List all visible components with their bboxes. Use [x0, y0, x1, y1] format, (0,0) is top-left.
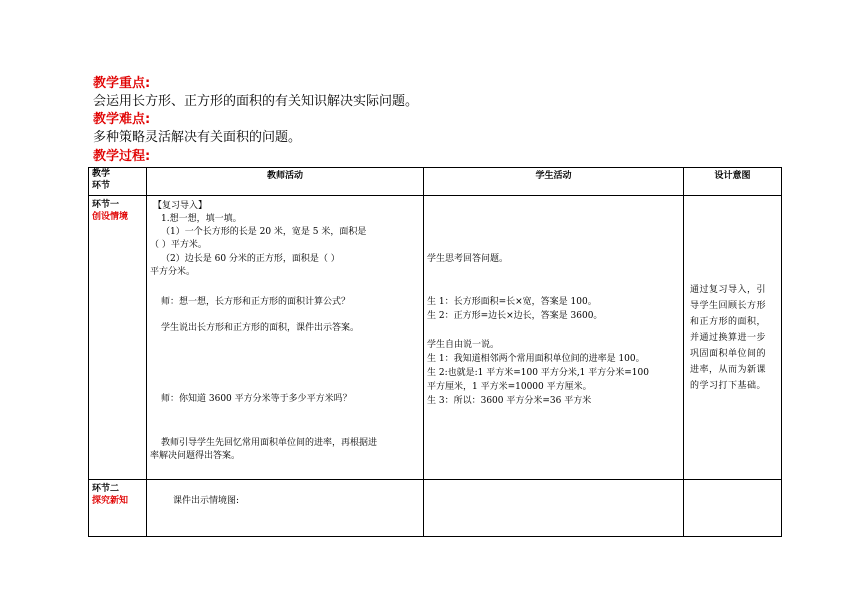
- stage-name: 环节一: [92, 200, 120, 210]
- header-student-activity: 学生活动: [424, 168, 684, 196]
- student-line: 生 2:也就是:1 平方米=100 平方分米,1 平方分米=100: [427, 368, 649, 378]
- focus-label: 教学重点:: [93, 76, 151, 91]
- teacher-line: （2）边长是 60 分米的正方形，面积是（ ）: [161, 254, 340, 264]
- focus-text: 会运用长方形、正方形的面积的有关知识解决实际问题。: [93, 94, 419, 109]
- teacher-line: （1）一个长方形的长是 20 米，宽是 5 米，面积是: [161, 227, 367, 237]
- student-line: 平方厘米，1 平方米=10000 平方厘米。: [427, 382, 592, 392]
- student-line: 学生思考回答问题。: [427, 254, 509, 264]
- student-activity-cell: [424, 480, 684, 537]
- lesson-process-table: [88, 167, 782, 537]
- student-line: 生 1：长方形面积=长×宽，答案是 100。: [427, 297, 597, 307]
- table-header-row: [89, 168, 782, 196]
- teacher-activity-cell: [147, 480, 424, 537]
- header-stage: 教学 环节: [89, 168, 147, 196]
- stage-cell: [89, 480, 147, 537]
- student-line: 生 2：正方形=边长×边长，答案是 3600。: [427, 311, 603, 321]
- table-row: [89, 196, 782, 480]
- stage-cell: [89, 196, 147, 480]
- teacher-line: 课件出示情境图:: [173, 496, 240, 506]
- teacher-line: 1.想一想，填一填。: [161, 214, 242, 224]
- teacher-line: 【复习导入】: [153, 201, 208, 211]
- header-teacher-activity: 教师活动: [147, 168, 424, 196]
- student-line: 生 3：所以：3600 平方分米=36 平方米: [427, 396, 592, 406]
- student-line: 生 1：我知道相邻两个常用面积单位间的进率是 100。: [427, 354, 645, 364]
- teacher-line: 教师引导学生先回忆常用面积单位间的进率，再根据进: [161, 438, 378, 448]
- stage-name: 环节二: [92, 484, 120, 494]
- stage-subtitle: 探究新知: [92, 496, 129, 506]
- table-row: [89, 480, 782, 537]
- teacher-line: 师：想一想，长方形和正方形的面积计算公式？: [161, 297, 351, 307]
- teacher-line: 学生说出长方形和正方形的面积，课件出示答案。: [161, 323, 360, 333]
- header-design-intent: 设计意图: [684, 168, 782, 196]
- teacher-line: 率解决问题得出答案。: [150, 451, 241, 461]
- difficulty-text: 多种策略灵活解决有关面积的问题。: [93, 130, 302, 145]
- stage-subtitle: 创设情境: [92, 212, 129, 222]
- design-intent-cell: [684, 480, 782, 537]
- design-intent-cell: [684, 196, 782, 480]
- teacher-activity-cell: [147, 196, 424, 480]
- student-activity-cell: [424, 196, 684, 480]
- teacher-line: （ ）平方米。: [150, 240, 207, 250]
- teacher-line: 师：你知道 3600 平方分米等于多少平方米吗？: [161, 394, 352, 404]
- process-label: 教学过程:: [93, 149, 151, 164]
- difficulty-label: 教学难点:: [93, 112, 151, 127]
- design-intent-text: 通过复习导入，引导学生回顾长方形和正方形的面积，并通过换算进一步巩固面积单位间的进率，从而为新课的学习打下基础。: [690, 284, 767, 391]
- student-line: 学生自由说一说。: [427, 340, 500, 350]
- teacher-line: 平方分米。: [150, 267, 196, 277]
